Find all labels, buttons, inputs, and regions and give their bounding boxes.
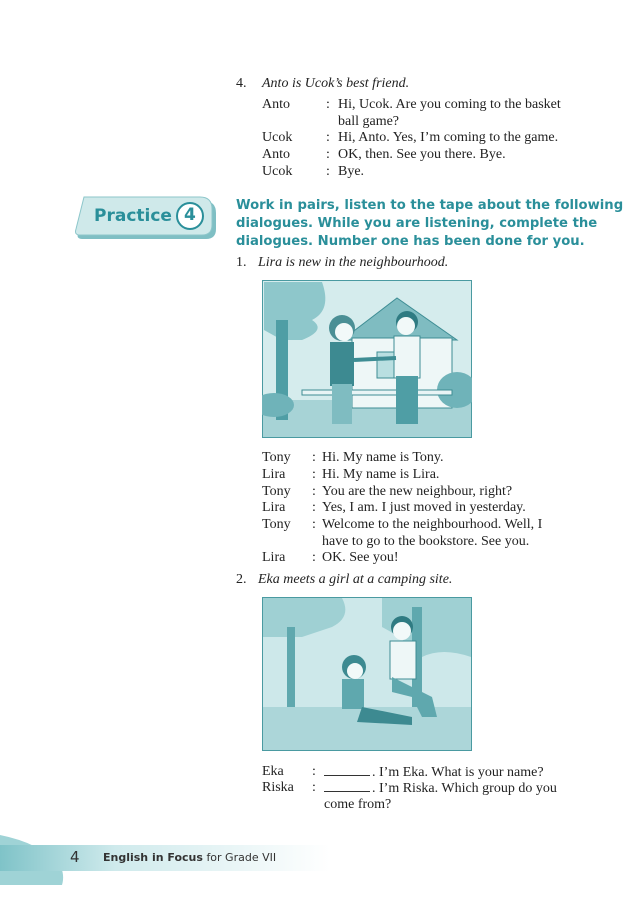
page-number: 4 [70,848,80,866]
practice-badge [72,195,218,241]
line-text: ball game? [338,114,400,129]
speaker: Lira [262,550,286,565]
item-number: 4. [236,76,247,91]
instruction-line: Work in pairs, listen to the tape about the following [236,198,624,213]
item-title: Eka meets a girl at a camping site. [258,572,453,587]
instruction-line: dialogues. While you are listening, complete the [236,216,598,231]
speaker: Lira [262,467,286,482]
line-text: have to go to the bookstore. See you. [322,534,530,549]
item-title: Anto is Ucok’s best friend. [262,76,410,91]
speaker: Tony [262,517,291,532]
practice-number: 4 [184,205,196,225]
instruction-line: dialogues. Number one has been done for you. [236,234,585,249]
line-text: OK, then. See you there. Bye. [338,147,506,162]
practice-label: Practice [94,206,172,226]
line-text: I’m Riska. Which group do you [379,781,557,796]
item-2 [236,572,596,590]
speaker: Anto [262,147,290,162]
speaker: Eka [262,764,284,779]
line-text: You are the new neighbour, right? [322,484,513,499]
practice-instructions [236,197,624,251]
speaker: Riska [262,780,294,795]
answer-blank[interactable] [324,764,370,776]
line-text: Welcome to the neighbourhood. Well, I [322,517,543,532]
line-text: Hi. My name is Lira. [322,467,440,482]
item-1 [236,255,596,273]
speaker: Lira [262,500,286,515]
speaker: Tony [262,484,291,499]
speaker: Ucok [262,164,293,179]
line-text: come from? [324,797,392,812]
line-text: Bye. [338,164,365,179]
illustration-camping [262,597,472,751]
line-text: Hi. My name is Tony. [322,450,444,465]
line-text: Hi, Ucok. Are you coming to the basket [338,97,561,112]
line-text: Yes, I am. I just moved in yesterday. [322,500,526,515]
item-number: 2. [236,572,247,587]
footer [0,835,638,885]
book-title-bold: English in Focus [103,851,203,864]
answer-blank[interactable] [324,780,370,792]
speaker: Tony [262,450,291,465]
line-text: I’m Eka. What is your name? [379,765,544,780]
speaker: Ucok [262,130,293,145]
item-number: 1. [236,255,247,270]
line-text: OK. See you! [322,550,399,565]
book-title [103,851,276,864]
line-text: Hi, Anto. Yes, I’m coming to the game. [338,130,559,145]
item-title: Lira is new in the neighbourhood. [258,255,449,270]
illustration-neighbours [262,280,472,438]
grade-label: for Grade VII [206,851,277,864]
speaker: Anto [262,97,290,112]
